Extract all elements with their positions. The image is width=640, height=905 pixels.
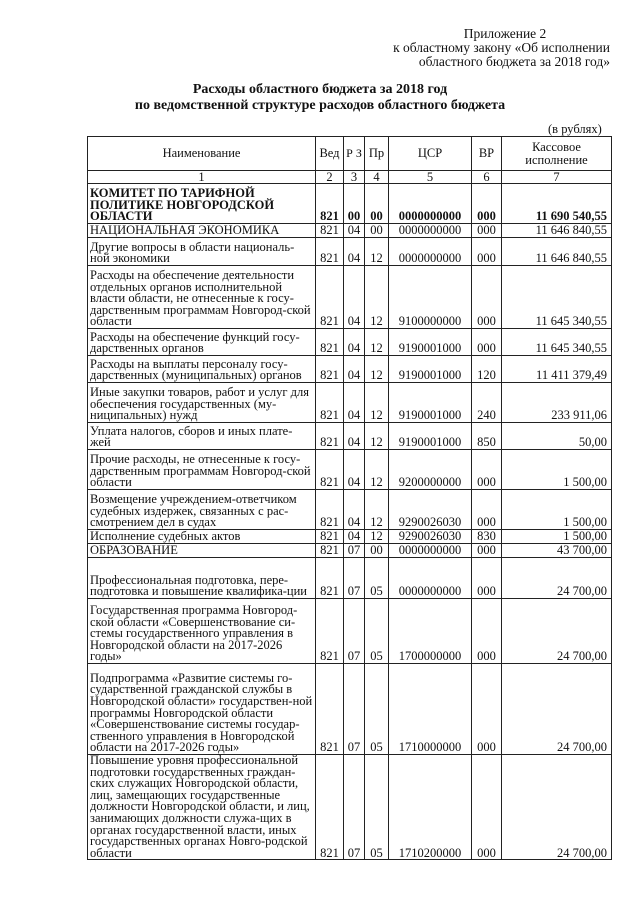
cell-csr: 1710000000 [389, 664, 472, 755]
title-line-2: по ведомственной структуре расходов областного бюджета [134, 98, 506, 113]
col-number: 5 [389, 171, 472, 184]
cell-csr: 0000000000 [389, 184, 472, 224]
cell-name: КОМИТЕТ ПО ТАРИФНОЙ ПОЛИТИКЕ НОВГОРОДСКОЙ ОБЛАСТИ [88, 184, 316, 224]
units-label: (в рублях) [548, 122, 602, 136]
cell-sum: 1 500,00 [502, 450, 612, 490]
cell-pr: 12 [365, 238, 389, 266]
cell-sum: 11 646 840,55 [502, 238, 612, 266]
cell-pr: 12 [365, 450, 389, 490]
cell-sum: 24 700,00 [502, 558, 612, 599]
cell-vr: 000 [472, 490, 502, 530]
cell-pr: 12 [365, 266, 389, 329]
cell-ved: 821 [316, 423, 344, 450]
cell-rz: 07 [344, 755, 365, 860]
expenditure-table [87, 136, 612, 860]
cell-sum: 43 700,00 [502, 544, 612, 558]
cell-pr: 05 [365, 664, 389, 755]
table-row [88, 184, 612, 224]
cell-ved: 821 [316, 490, 344, 530]
column-number-row [88, 171, 612, 184]
cell-sum: 24 700,00 [502, 599, 612, 664]
cell-name: Расходы на выплаты персоналу госу-дарственных (муниципальных) органов [88, 356, 316, 383]
cell-pr: 12 [365, 356, 389, 383]
cell-csr: 0000000000 [389, 558, 472, 599]
cell-sum: 11 645 340,55 [502, 329, 612, 356]
table-row [88, 490, 612, 530]
cell-pr: 12 [365, 423, 389, 450]
cell-vr: 120 [472, 356, 502, 383]
cell-pr: 12 [365, 329, 389, 356]
cell-name: Повышение уровня профессиональной подготовки государственных граждан-ских служащих Новгородской области, лиц, замещающих государственные должности Новгородской области, и лиц, занимающих должности служа-щих в органах государственной власти, иных государственных органах Новго-родской области [88, 755, 316, 860]
cell-csr: 9290026030 [389, 490, 472, 530]
cell-csr: 0000000000 [389, 224, 472, 238]
table-row [88, 450, 612, 490]
cell-rz: 04 [344, 356, 365, 383]
cell-name: Государственная программа Новгород-ской области «Совершенствование си-стемы государственного управления в Новгородской области на 2017-2026 годы» [88, 599, 316, 664]
cell-sum: 1 500,00 [502, 530, 612, 544]
cell-ved: 821 [316, 530, 344, 544]
cell-ved: 821 [316, 664, 344, 755]
cell-name: Прочие расходы, не отнесенные к госу-дарственным программам Новгород-ской области [88, 450, 316, 490]
cell-rz: 04 [344, 530, 365, 544]
table-row [88, 423, 612, 450]
col-number: 3 [344, 171, 365, 184]
cell-rz: 04 [344, 383, 365, 423]
cell-csr: 9290026030 [389, 530, 472, 544]
cell-ved: 821 [316, 558, 344, 599]
appendix-line-2: к областному закону «Об исполнении [393, 40, 610, 55]
cell-ved: 821 [316, 599, 344, 664]
header-name: Наименование [88, 137, 316, 171]
cell-vr: 000 [472, 755, 502, 860]
header-ved: Вед [316, 137, 344, 171]
table-header-row [88, 137, 612, 171]
cell-rz: 07 [344, 544, 365, 558]
cell-pr: 12 [365, 530, 389, 544]
table-row [88, 558, 612, 599]
cell-pr: 00 [365, 224, 389, 238]
cell-pr: 05 [365, 558, 389, 599]
cell-pr: 12 [365, 383, 389, 423]
cell-csr: 1710200000 [389, 755, 472, 860]
cell-pr: 05 [365, 599, 389, 664]
cell-ved: 821 [316, 450, 344, 490]
header-rz: Р З [344, 137, 365, 171]
table-row [88, 224, 612, 238]
cell-pr: 00 [365, 544, 389, 558]
cell-csr: 9190001000 [389, 329, 472, 356]
cell-name: Профессиональная подготовка, пере-подготовка и повышение квалифика-ции [88, 558, 316, 599]
cell-ved: 821 [316, 755, 344, 860]
table-row [88, 266, 612, 329]
cell-csr: 1700000000 [389, 599, 472, 664]
cell-rz: 07 [344, 558, 365, 599]
document-title [0, 82, 640, 114]
cell-csr: 0000000000 [389, 238, 472, 266]
cell-name: Расходы на обеспечение функций госу-дарственных органов [88, 329, 316, 356]
cell-csr: 9100000000 [389, 266, 472, 329]
cell-ved: 821 [316, 184, 344, 224]
cell-name: Другие вопросы в области националь-ной экономики [88, 238, 316, 266]
cell-name: ОБРАЗОВАНИЕ [88, 544, 316, 558]
cell-csr: 9200000000 [389, 450, 472, 490]
cell-ved: 821 [316, 329, 344, 356]
cell-csr: 0000000000 [389, 544, 472, 558]
table-row [88, 544, 612, 558]
cell-name: Исполнение судебных актов [88, 530, 316, 544]
cell-ved: 821 [316, 224, 344, 238]
cell-pr: 00 [365, 184, 389, 224]
cell-ved: 821 [316, 383, 344, 423]
cell-name: НАЦИОНАЛЬНАЯ ЭКОНОМИКА [88, 224, 316, 238]
cell-rz: 04 [344, 329, 365, 356]
cell-rz: 04 [344, 423, 365, 450]
table-row [88, 356, 612, 383]
cell-sum: 1 500,00 [502, 490, 612, 530]
cell-sum: 11 411 379,49 [502, 356, 612, 383]
table-row [88, 238, 612, 266]
title-line-1: Расходы областного бюджета за 2018 год [192, 82, 448, 97]
cell-ved: 821 [316, 356, 344, 383]
table-row [88, 755, 612, 860]
col-number: 2 [316, 171, 344, 184]
cell-sum: 50,00 [502, 423, 612, 450]
appendix-line-3: областного бюджета за 2018 год» [418, 54, 610, 69]
cell-rz: 07 [344, 664, 365, 755]
cell-vr: 850 [472, 423, 502, 450]
cell-vr: 000 [472, 664, 502, 755]
header-csr: ЦСР [389, 137, 472, 171]
cell-vr: 000 [472, 544, 502, 558]
cell-sum: 233 911,06 [502, 383, 612, 423]
cell-name: Возмещение учреждением-ответчиком судебных издержек, связанных с рас-смотрением дел в судах [88, 490, 316, 530]
cell-csr: 9190001000 [389, 423, 472, 450]
cell-vr: 000 [472, 450, 502, 490]
appendix-line-1: Приложение 2 [463, 26, 547, 41]
cell-rz: 04 [344, 224, 365, 238]
cell-name: Уплата налогов, сборов и иных плате-жей [88, 423, 316, 450]
cell-ved: 821 [316, 266, 344, 329]
table-row [88, 383, 612, 423]
table-row [88, 530, 612, 544]
cell-csr: 9190001000 [389, 383, 472, 423]
cell-name: Иные закупки товаров, работ и услуг для обеспечения государственных (му-ниципальных) нужд [88, 383, 316, 423]
cell-rz: 04 [344, 266, 365, 329]
col-number: 4 [365, 171, 389, 184]
cell-sum: 24 700,00 [502, 664, 612, 755]
col-number: 7 [502, 171, 612, 184]
col-number: 6 [472, 171, 502, 184]
header-pr: Пр [365, 137, 389, 171]
cell-pr: 12 [365, 490, 389, 530]
cell-rz: 04 [344, 490, 365, 530]
cell-name: Подпрограмма «Развитие системы го-сударственной гражданской службы в Новгородской области» государствен-ной программы Новгородской области «Совершенствование системы государ-ственного управления в Новгородской области на 2017-2026 годы» [88, 664, 316, 755]
cell-vr: 000 [472, 224, 502, 238]
cell-vr: 000 [472, 329, 502, 356]
cell-ved: 821 [316, 238, 344, 266]
cell-pr: 05 [365, 755, 389, 860]
cell-sum: 11 645 340,55 [502, 266, 612, 329]
col-number: 1 [88, 171, 316, 184]
cell-vr: 000 [472, 599, 502, 664]
cell-name: Расходы на обеспечение деятельности отдельных органов исполнительной власти области, не отнесенные к госу-дарственным программам Новгород-ской области [88, 266, 316, 329]
cell-vr: 000 [472, 238, 502, 266]
cell-sum: 11 646 840,55 [502, 224, 612, 238]
table-row [88, 329, 612, 356]
cell-rz: 04 [344, 450, 365, 490]
cell-sum: 11 690 540,55 [502, 184, 612, 224]
cell-rz: 00 [344, 184, 365, 224]
cell-vr: 240 [472, 383, 502, 423]
header-vr: ВР [472, 137, 502, 171]
header-exec: Кассовое исполнение [502, 137, 612, 171]
cell-rz: 04 [344, 238, 365, 266]
cell-vr: 000 [472, 184, 502, 224]
appendix-note [360, 27, 610, 69]
table-row [88, 664, 612, 755]
cell-csr: 9190001000 [389, 356, 472, 383]
cell-rz: 07 [344, 599, 365, 664]
cell-ved: 821 [316, 544, 344, 558]
cell-vr: 830 [472, 530, 502, 544]
cell-vr: 000 [472, 558, 502, 599]
cell-sum: 24 700,00 [502, 755, 612, 860]
table-row [88, 599, 612, 664]
cell-vr: 000 [472, 266, 502, 329]
